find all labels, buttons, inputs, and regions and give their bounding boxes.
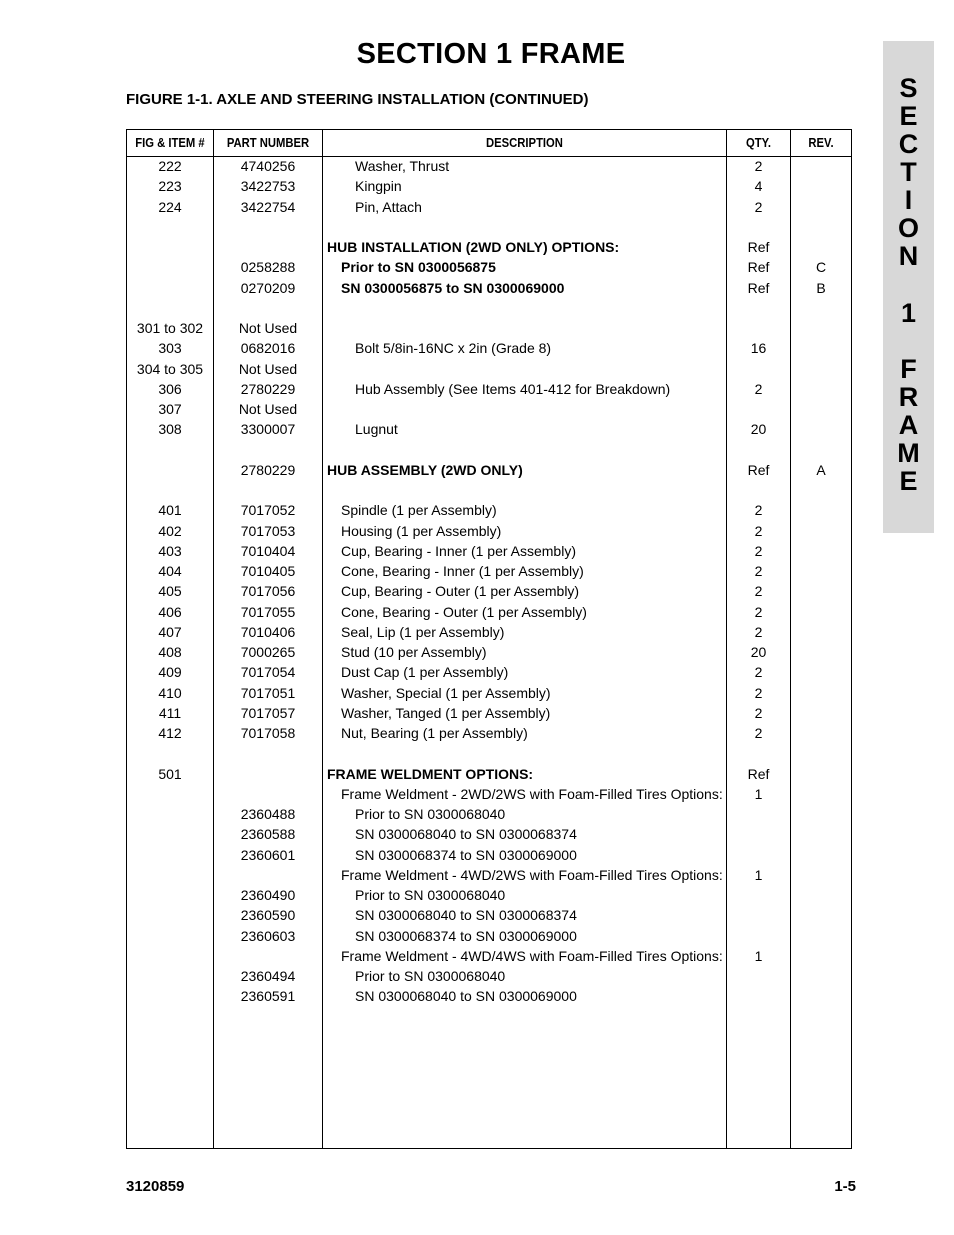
cell-description: Washer, Tanged (1 per Assembly) xyxy=(341,704,551,721)
header-fig-item: FIG & ITEM # xyxy=(135,136,205,150)
cell-description: Seal, Lip (1 per Assembly) xyxy=(341,623,505,640)
cell-description: Kingpin xyxy=(355,178,402,195)
table-row xyxy=(127,257,851,277)
cell-description: Frame Weldment - 2WD/2WS with Foam-Filled Tires Options: xyxy=(341,785,723,802)
cell-qty: 20 xyxy=(750,421,767,438)
side-tab-letter: M xyxy=(897,438,920,468)
cell-fig-item: 406 xyxy=(158,603,182,620)
cell-qty: 2 xyxy=(754,603,763,620)
cell-part-number: Not Used xyxy=(238,360,298,377)
side-tab-letter: E xyxy=(899,101,918,131)
cell-part-number: 7000265 xyxy=(240,644,296,660)
cell-part-number: 4740256 xyxy=(240,158,296,174)
cell-part-number: 7017052 xyxy=(240,502,296,519)
table-row xyxy=(127,359,851,379)
header-part-number: PART NUMBER xyxy=(226,136,310,150)
side-tab-letter: A xyxy=(898,410,919,440)
cell-fig-item: 403 xyxy=(158,542,182,559)
table-row xyxy=(127,683,851,703)
table-row xyxy=(127,419,851,439)
table-row xyxy=(127,885,851,905)
cell-fig-item: 301 to 302 xyxy=(136,320,204,336)
cell-part-number: 7017058 xyxy=(240,725,296,741)
cell-part-number: 2360588 xyxy=(240,826,296,843)
cell-part-number: 7017054 xyxy=(240,664,296,681)
cell-description: SN 0300068040 to SN 0300068374 xyxy=(355,907,577,924)
table-row xyxy=(127,723,851,743)
side-tab-letter: F xyxy=(900,354,917,384)
cell-part-number: 7017056 xyxy=(240,583,296,600)
cell-qty: 2 xyxy=(754,563,763,579)
side-tab-letter: O xyxy=(897,213,919,243)
cell-fig-item: 222 xyxy=(158,158,182,174)
cell-description: HUB INSTALLATION (2WD ONLY) OPTIONS: xyxy=(327,239,620,255)
cell-qty: 2 xyxy=(754,664,763,681)
cell-fig-item: 308 xyxy=(158,421,182,438)
cell-part-number: 2360603 xyxy=(240,927,296,944)
cell-part-number: 2360494 xyxy=(240,968,296,984)
table-row xyxy=(127,460,851,480)
table-row xyxy=(127,804,851,824)
cell-fig-item: 411 xyxy=(158,704,182,721)
cell-part-number: 2360490 xyxy=(240,887,296,903)
cell-part-number: 2360601 xyxy=(240,846,296,863)
cell-description: HUB ASSEMBLY (2WD ONLY) xyxy=(327,461,523,478)
table-row xyxy=(127,278,851,298)
cell-fig-item: 404 xyxy=(158,563,182,579)
cell-part-number: 3422754 xyxy=(240,198,296,215)
table-row xyxy=(127,298,851,318)
table-row xyxy=(127,581,851,601)
cell-qty: Ref xyxy=(747,279,770,296)
cell-part-number: 3422753 xyxy=(240,178,296,195)
parts-table xyxy=(126,129,852,1149)
cell-description: Pin, Attach xyxy=(355,198,422,215)
table-row xyxy=(127,440,851,460)
table-row xyxy=(127,602,851,622)
table-row xyxy=(127,379,851,399)
cell-description: Prior to SN 0300068040 xyxy=(355,887,506,903)
cell-description: Lugnut xyxy=(355,421,398,438)
side-tab-letter: 1 xyxy=(900,298,917,328)
cell-part-number: 2360590 xyxy=(240,907,296,924)
cell-part-number: 0270209 xyxy=(240,279,296,296)
cell-part-number: 7017053 xyxy=(240,522,296,539)
cell-description: Prior to SN 0300056875 xyxy=(341,259,496,276)
cell-qty: 2 xyxy=(754,583,763,600)
cell-description: Dust Cap (1 per Assembly) xyxy=(341,664,509,681)
table-row xyxy=(127,318,851,338)
table-row xyxy=(127,662,851,682)
table-row xyxy=(127,399,851,419)
table-row xyxy=(127,500,851,520)
cell-fig-item: 501 xyxy=(158,765,182,782)
cell-rev: B xyxy=(816,279,826,296)
cell-fig-item: 303 xyxy=(158,340,182,357)
cell-part-number: 0258288 xyxy=(240,259,296,276)
cell-part-number: Not Used xyxy=(238,401,298,417)
table-row xyxy=(127,946,851,966)
cell-description: SN 0300068040 to SN 0300068374 xyxy=(355,826,577,843)
cell-qty: 2 xyxy=(754,725,763,741)
cell-qty: 2 xyxy=(754,704,763,721)
table-row xyxy=(127,217,851,237)
cell-qty: 2 xyxy=(754,684,763,701)
cell-qty: 2 xyxy=(754,198,763,215)
cell-qty: Ref xyxy=(747,239,770,255)
cell-qty: Ref xyxy=(747,259,770,276)
cell-qty: 4 xyxy=(754,178,763,195)
cell-description: Housing (1 per Assembly) xyxy=(341,522,502,539)
cell-fig-item: 224 xyxy=(158,198,182,215)
table-row xyxy=(127,338,851,358)
cell-qty: 20 xyxy=(750,644,767,660)
cell-description: Cone, Bearing - Outer (1 per Assembly) xyxy=(341,603,587,620)
cell-fig-item: 412 xyxy=(158,725,182,741)
table-row xyxy=(127,966,851,986)
table-row xyxy=(127,845,851,865)
side-tab-letter: C xyxy=(898,129,919,159)
cell-qty: 2 xyxy=(754,502,763,519)
cell-description: Washer, Special (1 per Assembly) xyxy=(341,684,551,701)
cell-part-number: 2780229 xyxy=(240,380,296,397)
cell-description: Cup, Bearing - Inner (1 per Assembly) xyxy=(341,542,576,559)
header-qty: QTY. xyxy=(745,136,772,150)
cell-description: Cup, Bearing - Outer (1 per Assembly) xyxy=(341,583,580,600)
table-row xyxy=(127,703,851,723)
cell-fig-item: 405 xyxy=(158,583,182,600)
cell-qty: 2 xyxy=(754,623,763,640)
cell-part-number: 0682016 xyxy=(240,340,296,357)
cell-description: Prior to SN 0300068040 xyxy=(355,806,506,822)
cell-qty: 2 xyxy=(754,158,763,174)
cell-description: Stud (10 per Assembly) xyxy=(341,644,487,660)
cell-description: Frame Weldment - 4WD/2WS with Foam-Filled Tires Options: xyxy=(341,866,723,883)
table-row xyxy=(127,865,851,885)
side-tab-letter: E xyxy=(899,466,918,496)
cell-description: Hub Assembly (See Items 401-412 for Breakdown) xyxy=(355,380,671,397)
cell-part-number: 7010405 xyxy=(240,563,296,579)
cell-part-number: Not Used xyxy=(238,320,298,336)
table-row xyxy=(127,541,851,561)
cell-description: SN 0300068374 to SN 0300069000 xyxy=(355,846,577,863)
section-side-tab xyxy=(883,41,934,533)
table-row xyxy=(127,622,851,642)
footer-doc-number: 3120859 xyxy=(126,1178,185,1195)
table-row xyxy=(127,743,851,763)
table-row xyxy=(127,561,851,581)
cell-qty: 2 xyxy=(754,522,763,539)
table-row xyxy=(127,905,851,925)
cell-description: SN 0300056875 to SN 0300069000 xyxy=(341,279,565,296)
cell-part-number: 7010404 xyxy=(240,542,296,559)
cell-fig-item: 409 xyxy=(158,664,182,681)
cell-fig-item: 408 xyxy=(158,644,182,660)
table-header-row xyxy=(127,130,851,157)
cell-description: SN 0300068374 to SN 0300069000 xyxy=(355,927,577,944)
table-row xyxy=(127,986,851,1006)
table-row xyxy=(127,480,851,500)
header-description: DESCRIPTION xyxy=(486,136,563,150)
cell-part-number: 7017057 xyxy=(240,704,296,721)
cell-description: Cone, Bearing - Inner (1 per Assembly) xyxy=(341,563,584,579)
cell-qty: Ref xyxy=(747,765,770,782)
cell-description: FRAME WELDMENT OPTIONS: xyxy=(327,765,534,782)
table-row xyxy=(127,784,851,804)
cell-description: Bolt 5/8in-16NC x 2in (Grade 8) xyxy=(355,340,552,357)
table-row xyxy=(127,521,851,541)
table-row xyxy=(127,237,851,257)
cell-qty: 2 xyxy=(754,542,763,559)
cell-part-number: 7017051 xyxy=(240,684,296,701)
cell-fig-item: 223 xyxy=(158,178,182,195)
header-rev: REV. xyxy=(808,136,834,150)
cell-qty: 1 xyxy=(754,947,763,964)
cell-rev: C xyxy=(815,259,827,276)
table-row xyxy=(127,156,851,176)
cell-part-number: 2780229 xyxy=(240,461,296,478)
figure-title: FIGURE 1-1. AXLE AND STEERING INSTALLATION (CONTINUED) xyxy=(126,91,589,108)
table-body xyxy=(127,156,851,1007)
side-tab-letter: N xyxy=(898,241,919,271)
cell-qty: 16 xyxy=(750,340,767,357)
cell-part-number: 2360488 xyxy=(240,806,296,822)
cell-part-number: 7017055 xyxy=(240,603,296,620)
side-tab-letter: I xyxy=(904,185,913,215)
cell-fig-item: 402 xyxy=(158,522,182,539)
cell-fig-item: 401 xyxy=(158,502,182,519)
side-tab-letter: S xyxy=(899,73,918,103)
cell-qty: 1 xyxy=(754,785,763,802)
cell-description: Prior to SN 0300068040 xyxy=(355,968,506,984)
table-row xyxy=(127,176,851,196)
side-tab-letter: T xyxy=(900,157,917,187)
cell-fig-item: 410 xyxy=(158,684,182,701)
cell-fig-item: 307 xyxy=(158,401,182,417)
cell-qty: Ref xyxy=(747,461,770,478)
cell-fig-item: 407 xyxy=(158,623,182,640)
table-row xyxy=(127,926,851,946)
cell-part-number: 2360591 xyxy=(240,988,296,1005)
cell-part-number: 3300007 xyxy=(240,421,296,438)
cell-qty: 2 xyxy=(754,380,763,397)
cell-rev: A xyxy=(816,461,826,478)
cell-description: Washer, Thrust xyxy=(355,158,450,174)
page-title: SECTION 1 FRAME xyxy=(356,38,626,70)
cell-part-number: 7010406 xyxy=(240,623,296,640)
cell-fig-item: 306 xyxy=(158,380,182,397)
side-tab-letter: R xyxy=(898,382,919,412)
footer-page-number: 1-5 xyxy=(834,1178,856,1195)
cell-description: Frame Weldment - 4WD/4WS with Foam-Filled Tires Options: xyxy=(341,947,723,964)
cell-fig-item: 304 to 305 xyxy=(136,360,204,377)
cell-description: Nut, Bearing (1 per Assembly) xyxy=(341,725,528,741)
table-row xyxy=(127,642,851,662)
cell-description: SN 0300068040 to SN 0300069000 xyxy=(355,988,577,1005)
table-row xyxy=(127,764,851,784)
cell-description: Spindle (1 per Assembly) xyxy=(341,502,497,519)
table-row xyxy=(127,824,851,844)
cell-qty: 1 xyxy=(754,866,763,883)
table-row xyxy=(127,197,851,217)
